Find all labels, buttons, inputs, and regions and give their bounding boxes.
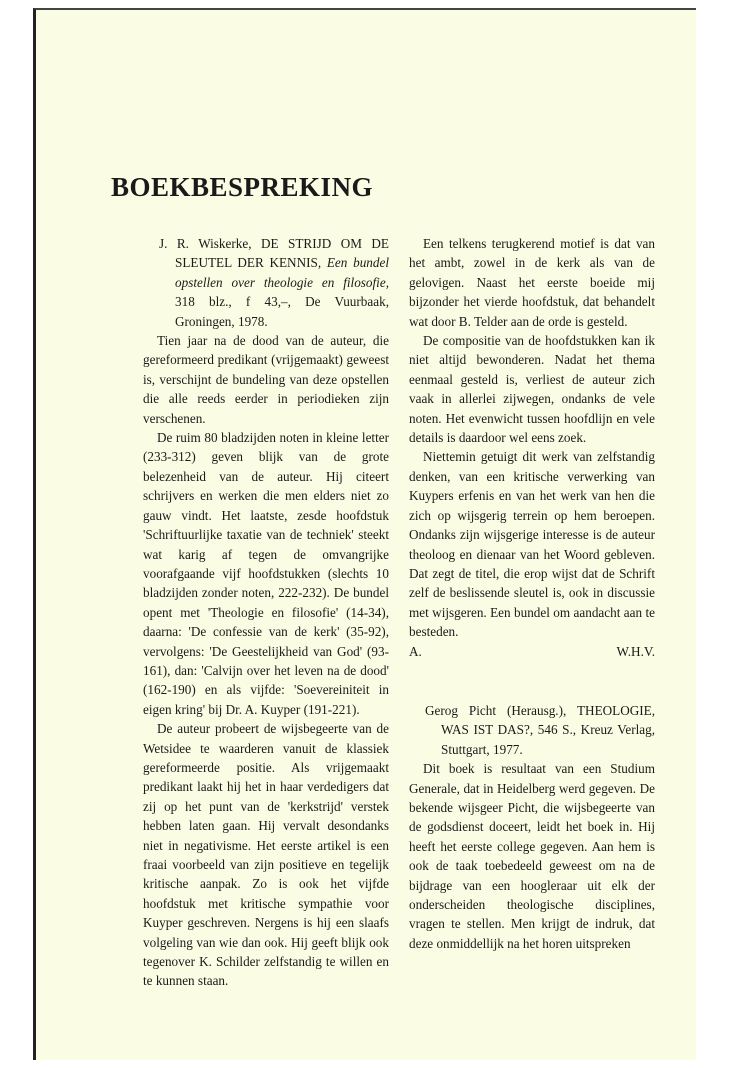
left-column (143, 234, 389, 991)
review1-paragraph-1: Tien jaar na de dood van de auteur, die gereformeerd predikant (vrijgemaakt) geweest is, verschijnt de bundeling van deze opstellen die alle reeds eerder in periodieken zijn verschenen. (143, 333, 389, 426)
review1-signature (409, 642, 655, 661)
review1-title-prefix: J. R. Wiskerke, DE STRIJD OM DE SLEUTEL DER KENNIS, (159, 236, 389, 271)
review1-paragraph-3: De auteur probeert de wijsbegeerte van de Wetsidee te waarderen vanuit de klassiek gereformeerde positie. Als vrijgemaakt predikant laakt hij het in haar verdedigers dat zij op het punt van de 'kerkstrijd' verstek hebben laten gaan. Hij vervalt desondanks niet in negativisme. Het eerste artikel is een fraai voorbeeld van zijn positieve en tegelijk kritische aanpak. Zo is ook het vijfde hoofdstuk met kritische sympathie voor Kuyper geschreven. Nergens is hij een slaafs volgeling van wie dan ook. Hij geeft blijk ook tegenover K. Schilder zelfstandig te willen en te kunnen staan. (143, 721, 389, 989)
review1-paragraph-4: Een telkens terugkerend motief is dat van het ambt, zowel in de kerk als van de gelovigen. Naast het eerste boeide mij bijzonder het vierde hoofdstuk, dat behandelt wat door B. Telder aan de orde is gesteld. (409, 236, 655, 329)
right-column (409, 234, 655, 953)
review1-book-title (159, 234, 389, 331)
review1-sig-right: W.H.V. (616, 643, 655, 659)
page-title: BOEKBESPREKING (111, 172, 374, 202)
review1-title-suffix: 318 blz., f 43,–, De Vuurbaak, Groningen, 1978. (175, 294, 389, 329)
review-separator (409, 661, 655, 701)
review2-paragraph-1: Dit boek is resultaat van een Studium Generale, dat in Heidelberg werd gegeven. De bekende wijsgeer Picht, die wijsbegeerte van de godsdienst doceert, leidt het boek in. Hij heeft het eerste college gegeven. Aan hem is ook de taak toebedeeld geweest om na de bijdrage van een hoogleraar uit elk der onderscheiden theologische disciplines, vragen te stellen. Men krijgt de indruk, dat deze onmiddellijk na het horen uitspreken (409, 761, 655, 951)
review1-paragraph-5: De compositie van de hoofdstukken kan ik niet altijd bewonderen. Nadat het thema eenmaal gesteld is, verliest de auteur zich vaak in allerlei zijwegen, ondanks de vele noten. Het evenwicht tussen hoofdlijn en vele details is daardoor wel eens zoek. (409, 333, 655, 446)
review1-paragraph-6: Niettemin getuigt dit werk van zelfstandig denken, van een kritische verwerking van Kuypers erfenis en van het werk van hen die zich op wijsgerig terrein op hem beroepen. Ondanks zijn wijsgerige interesse is de auteur theoloog en dienaar van het Woord gebleven. Dat zegt de titel, die erop wijst dat de Schrift zelf de beslissende sleutel is, ook in discussie met wijsgeren. Een bundel om aandacht aan te besteden. (409, 449, 655, 640)
review2-book-title: Gerog Picht (Herausg.), THEOLOGIE, WAS IST DAS?, 546 S., Kreuz Verlag, Stuttgart, 1977. (425, 702, 655, 757)
review1-paragraph-2: De ruim 80 bladzijden noten in kleine letter (233-312) geven blijk van de grote belezenheid van de auteur. Hij citeert schrijvers en werken die men elders niet zo gauw vindt. Het laatste, zesde hoofdstuk 'Schriftuurlijke taxatie van de techniek' steekt wat karig af tegen de omvangrijke voorafgaande vijf hoofdstukken (slechts 10 bladzijden zonder noten, 222-232). De bundel opent met 'Theologie en filosofie' (14-34), daarna: 'De confessie van de kerk' (35-92), vervolgens: 'De Geestelijkheid van God' (93-161), dan: 'Calvijn over het leven na de dood' (162-190) en als vijfde: 'Soevereiniteit in eigen kring' bij Dr. A. Kuyper (191-221). (143, 430, 389, 717)
review1-title-italic: Een bundel opstellen over theologie en filosofie, (175, 255, 390, 290)
review1-sig-left: A. (409, 643, 422, 659)
